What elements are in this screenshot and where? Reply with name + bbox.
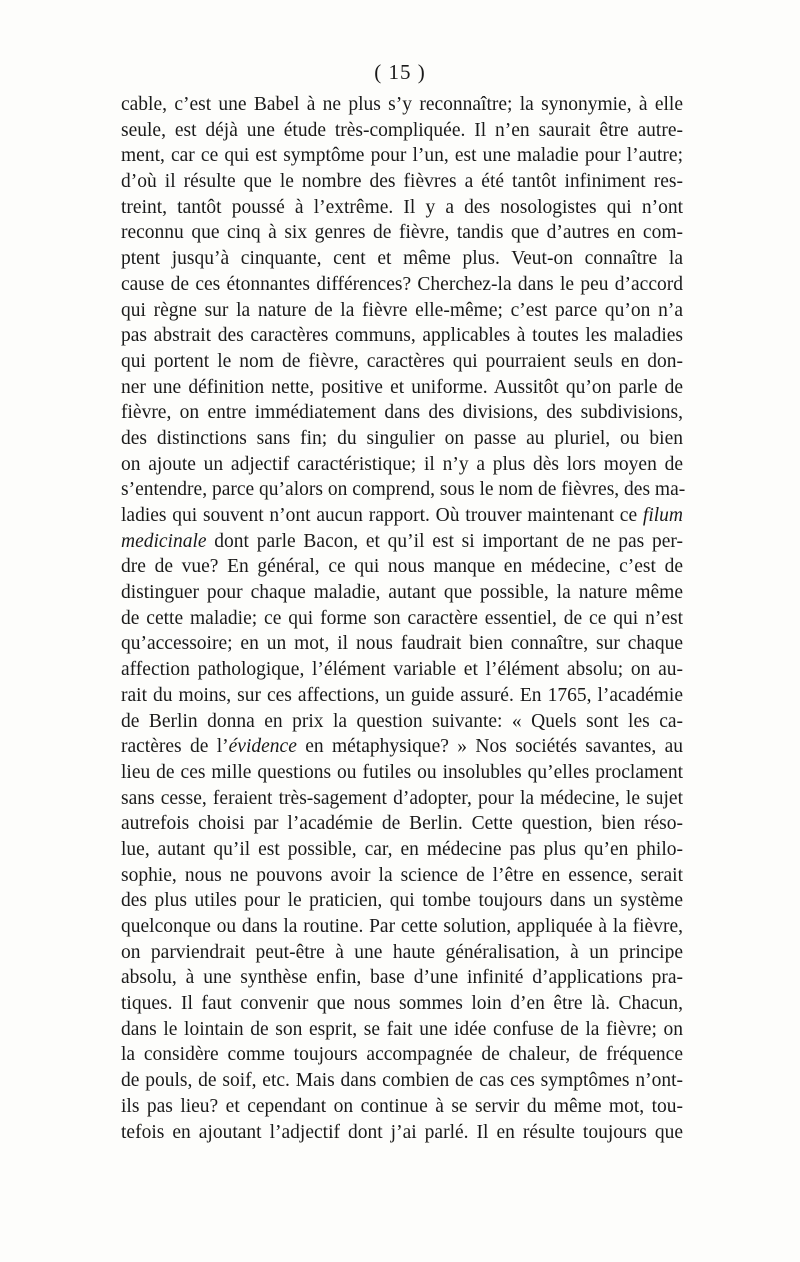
text-line: distinguer pour chaque maladie, autant que possible, la nature même	[121, 582, 683, 604]
text-line: absolu, à une synthèse enfin, base d’une infinité d’applications pra-	[121, 967, 683, 989]
text-line: medicinale dont parle Bacon, et qu’il est si important de ne pas per-	[121, 530, 683, 552]
italic-term: filum	[642, 505, 683, 526]
italic-term: évidence	[228, 736, 297, 758]
body-text	[121, 92, 686, 1145]
text-line: rait du moins, sur ces affections, un guide assuré. En 1765, l’académie	[121, 684, 683, 706]
text-line: reconnu que cinq à six genres de fièvre, tandis que d’autres en com-	[121, 222, 683, 244]
text-line: lue, autant qu’il est possible, car, en médecine pas plus qu’en philo-	[121, 838, 683, 860]
text-line: on ajoute un adjectif caractéristique; il n’y a plus dès lors moyen de	[121, 453, 683, 475]
text-line: fièvre, on entre immédiatement dans des divisions, des subdivisions,	[121, 402, 683, 424]
text-line: ils pas lieu? et cependant on continue à se servir du même mot, tou-	[121, 1095, 683, 1117]
text-line: cause de ces étonnantes différences? Cherchez-la dans le peu d’accord	[121, 273, 683, 295]
italic-term: medicinale	[121, 530, 207, 552]
text-line: treint, tantôt poussé à l’extrême. Il y a des nosologistes qui n’ont	[121, 196, 683, 218]
text-line: ner une définition nette, positive et uniforme. Aussitôt qu’on parle de	[121, 376, 683, 398]
text-line: de Berlin donna en prix la question suivante: « Quels sont les ca-	[121, 710, 683, 732]
text-line: on parviendrait peut-être à une haute généralisation, à un principe	[121, 941, 683, 963]
text-line: ladies qui souvent n’ont aucun rapport. Où trouver maintenant ce filum	[121, 505, 683, 526]
text-line: sophie, nous ne pouvons avoir la science de l’être en essence, serait	[121, 864, 683, 886]
text-line: des plus utiles pour le praticien, qui tombe toujours dans un système	[121, 890, 683, 912]
text-line: ptent jusqu’à cinquante, cent et même plus. Veut-on connaître la	[121, 248, 683, 270]
text-line: affection pathologique, l’élément variable et l’élément absolu; on au-	[121, 659, 683, 681]
text-line: lieu de ces mille questions ou futiles ou insolubles qu’elles proclament	[121, 761, 683, 783]
text-line: cable, c’est une Babel à ne plus s’y reconnaître; la synonymie, à elle	[121, 94, 683, 115]
text-line: de pouls, de soif, etc. Mais dans combien de cas ces symptômes n’ont-	[121, 1070, 683, 1092]
text-line: pas abstrait des caractères communs, applicables à toutes les maladies	[121, 325, 683, 347]
text-line: qui règne sur la nature de la fièvre elle-même; c’est parce qu’on n’a	[121, 299, 683, 321]
text-line: tefois en ajoutant l’adjectif dont j’ai parlé. Il en résulte toujours que	[121, 1121, 683, 1143]
text-line: dre de vue? En général, ce qui nous manque en médecine, c’est de	[121, 556, 683, 578]
text-line: autrefois choisi par l’académie de Berlin. Cette question, bien réso-	[121, 813, 683, 835]
text-line: qu’accessoire; en un mot, il nous faudrait bien connaître, sur chaque	[121, 633, 683, 655]
page-number: ( 15 )	[374, 60, 426, 84]
text-line: tiques. Il faut convenir que nous sommes loin d’en être là. Chacun,	[121, 993, 683, 1015]
text-line: s’entendre, parce qu’alors on comprend, sous le nom de fièvres, des ma-	[121, 479, 686, 501]
text-line: ractères de l’évidence en métaphysique? » Nos sociétés savantes, au	[121, 736, 683, 758]
text-line: ment, car ce qui est symptôme pour l’un, est une maladie pour l’autre;	[121, 145, 683, 167]
text-line: d’où il résulte que le nombre des fièvres a été tantôt infiniment res-	[121, 171, 683, 193]
text-line: dans le lointain de son esprit, se fait une idée confuse de la fièvre; on	[121, 1018, 683, 1040]
text-line: sans cesse, feraient très-sagement d’adopter, pour la médecine, le sujet	[121, 787, 683, 809]
text-line: des distinctions sans fin; du singulier on passe au pluriel, ou bien	[121, 427, 683, 449]
text-line: de cette maladie; ce qui forme son caractère essentiel, de ce qui n’est	[121, 607, 683, 629]
text-line: quelconque ou dans la routine. Par cette solution, appliquée à la fièvre,	[121, 916, 683, 937]
text-line: seule, est déjà une étude très-compliquée. Il n’en saurait être autre-	[121, 119, 683, 141]
text-line: qui portent le nom de fièvre, caractères qui pourraient seuls en don-	[121, 350, 683, 372]
text-line: la considère comme toujours accompagnée de chaleur, de fréquence	[121, 1044, 683, 1066]
